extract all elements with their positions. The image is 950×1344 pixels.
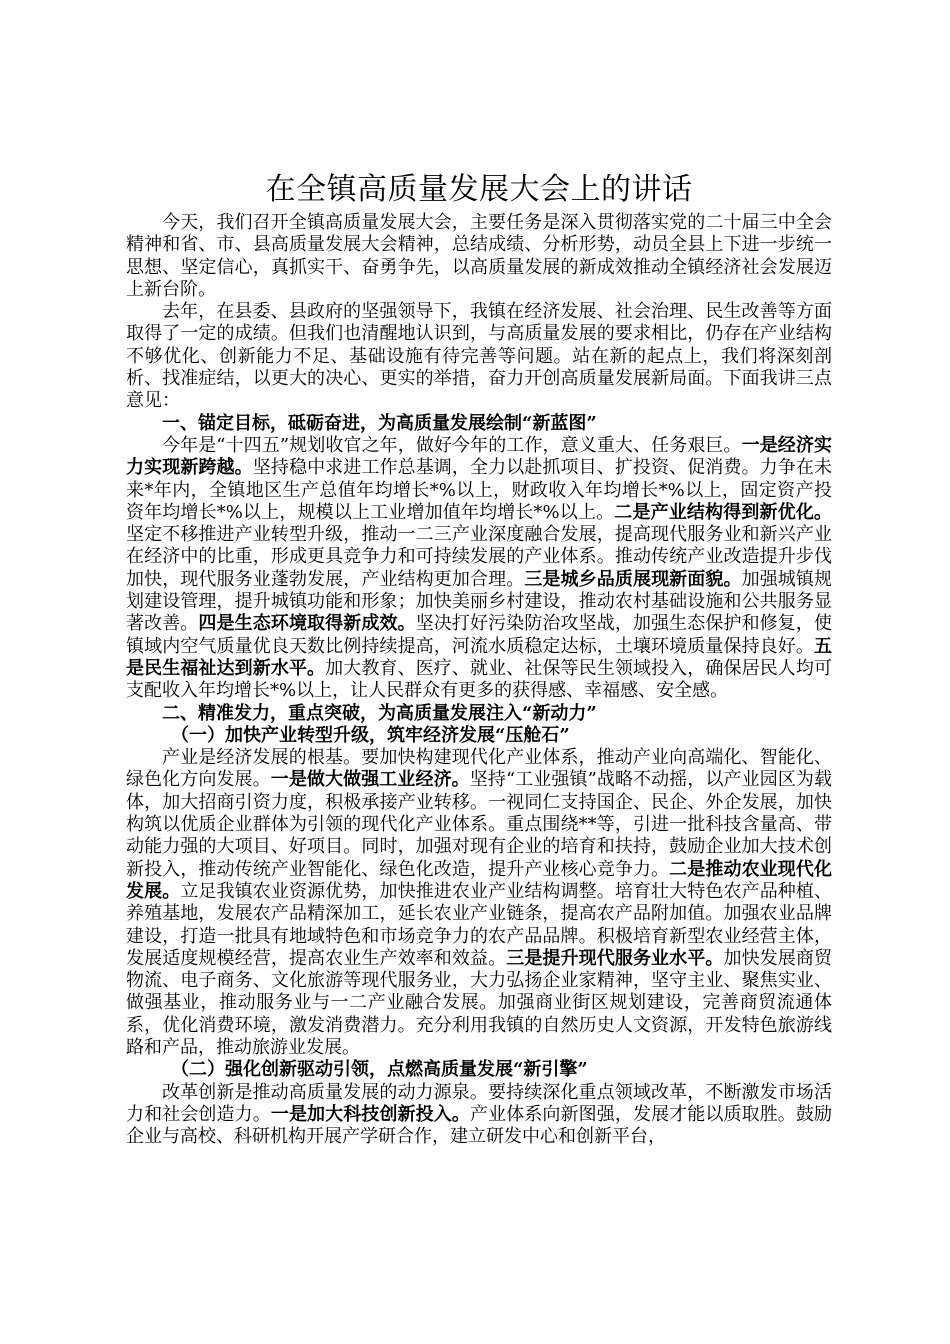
bold-point: 二是产业结构得到新优化。 <box>614 501 832 523</box>
document-title: 在全镇高质量发展大会上的讲话 <box>265 172 693 207</box>
bold-point: 三是城乡品质展现新面貌。 <box>524 568 742 590</box>
body-paragraph <box>126 1082 832 1149</box>
paragraph-text: 产业是经济发展的根基。要加快构建现代化产业体系，推动产业向高端化、智能化、绿色化方向发展。 <box>126 747 832 791</box>
paragraph-text: 坚定不移推进产业转型升级，推动一二三产业深度融合发展，提高现代服务业和新兴产业在经济中的比重，形成更具竞争力和可持续发展的产业体系。推动传统产业改造提升步伐加快，现代服务业蓬勃发展，产业结构更加合理。 <box>126 524 832 590</box>
paragraph-text: 加快发展商贸物流、电子商务、文化旅游等现代服务业，大力弘扬企业家精神，坚守主业、聚焦实业、做强基业，推动服务业与一二产业融合发展。加强商业街区规划建设，完善商贸流通体系，优化消费环境，激发消费潜力。充分利用我镇的自然历史人文资源，开发特色旅游线路和产品，推动旅游业发展。 <box>126 947 833 1058</box>
subsection-heading: （一）加快产业转型升级，筑牢经济发展“压舱石” <box>171 724 570 746</box>
bold-point: 三是提升现代服务业水平。 <box>506 947 724 969</box>
bold-point: 二是推动农业现代化发展。 <box>126 858 832 902</box>
paragraph-text: 坚持稳中求进工作总基调，全力以赴抓项目、扩投资、促消费。力争在未来*年内，全镇地区生产总值年均增长*%以上，财政收入年均增长*%以上，固定资产投资年均增长*%以上，规模以上工业增加值年均增长*%以上。 <box>126 457 833 523</box>
paragraph-text: 加大教育、医疗、就业、社保等民生领域投入，确保居民人均可支配收入年均增长*%以上，让人民群众有更多的获得感、幸福感、安全感。 <box>126 657 833 702</box>
paragraph-text: 产业体系向新图强，发展才能以质取胜。鼓励企业与高校、科研机构开展产学研合作，建立研发中心和创新平台， <box>126 1103 833 1148</box>
section-heading: 二、精准发力，重点突破，为高质量发展注入“新动力” <box>162 702 597 724</box>
bold-point: 一是加大科技创新投入。 <box>270 1103 471 1125</box>
paragraph-text: 立足我镇农业资源优势，加快推进农业产业结构调整。培育壮大特色农产品种植、养殖基地，发展农产品精深加工，延长农业产业链条，提高农产品附加值。加强农业品牌建设，打造一批具有地域特色和市场竞争力的农产品品牌。积极培育新型农业经营主体，发展适度规模经营，提高农业生产效率和效益。 <box>126 880 833 969</box>
bold-point: 一是做大做强工业经济。 <box>270 769 470 791</box>
intro-paragraph: 今天，我们召开全镇高质量发展大会，主要任务是深入贯彻落实党的二十届三中全会精神和省、市、县高质量发展大会精神，总结成绩、分析形势，动员全县上下进一步统一思想、坚定信心，真抓实干、奋勇争先，以高质量发展的新成效推动全镇经济社会发展迈上新台阶。 <box>126 212 832 300</box>
bold-point: 一是经济实力实现新跨越。 <box>126 434 832 479</box>
subsection-heading: （二）强化创新驱动引领，点燃高质量发展“新引擎” <box>171 1059 588 1081</box>
paragraph-text: 加强城镇规划建设管理，提升城镇功能和形象；加快美丽乡村建设，推动农村基础设施和公共服务显著改善。 <box>126 568 833 635</box>
paragraph-text: 今年是“十四五”规划收官之年，做好今年的工作，意义重大、任务艰巨。 <box>162 434 742 456</box>
bold-point: 五是民生福祉达到新水平。 <box>126 635 832 679</box>
body-paragraph <box>126 435 832 703</box>
bold-point: 四是生态环境取得新成效。 <box>198 613 416 635</box>
paragraph-text: 改革创新是推动高质量发展的动力源泉。要持续深化重点领域改革，不断激发市场活力和社会创造力。 <box>126 1081 832 1125</box>
section-heading: 一、锚定目标，砥砺奋进，为高质量发展绘制“新蓝图” <box>162 412 597 434</box>
paragraph-text: 坚持“工业强镇”战略不动摇，以产业园区为载体，加大招商引资力度，积极承接产业转移。一视同仁支持国企、民企、外企发展，加快构筑以优质企业群体为引领的现代化产业体系。重点围绕**等，引进一批科技含量高、带动能力强的大项目、好项目。同时，加强对现有企业的培育和扶持，鼓励企业加大技术创新投入，推动传统产业智能化、绿色化改造，提升产业核心竞争力。 <box>126 769 833 880</box>
paragraph-text: 坚决打好污染防治攻坚战，加强生态保护和修复，使镇域内空气质量优良天数比例持续提高，河流水质稳定达标，土壤环境质量保持良好。 <box>126 613 833 657</box>
document-body <box>126 168 832 1148</box>
body-paragraph <box>126 747 832 1059</box>
intro-paragraph: 去年，在县委、县政府的坚强领导下，我镇在经济发展、社会治理、民生改善等方面取得了一定的成绩。但我们也清醒地认识到，与高质量发展的要求相比，仍存在产业结构不够优化、创新能力不足、基础设施有待完善等问题。站在新的起点上，我们将深刻剖析、找准症结，以更大的决心、更实的举措，奋力开创高质量发展新局面。下面我讲三点意见： <box>126 301 832 412</box>
